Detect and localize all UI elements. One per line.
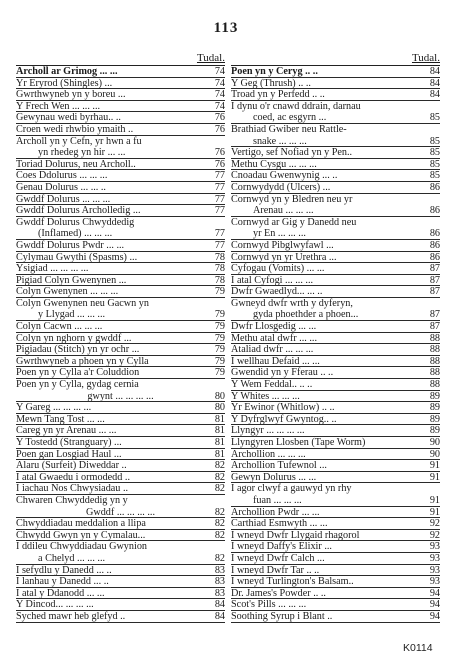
index-entry <box>231 228 440 240</box>
entry-page-number: 86 <box>429 205 440 217</box>
entry-page-number: 77 <box>214 205 225 217</box>
index-entry <box>16 356 225 368</box>
index-entry <box>231 437 440 449</box>
entry-title: I wellhau Defaid ... ... <box>231 355 320 367</box>
entry-title: Gwddf Dolurus ... ... ... <box>16 193 111 205</box>
entry-title: Llyngyr ... ... ... ... <box>231 425 305 437</box>
entry-page-number: 92 <box>429 529 440 541</box>
entry-title: Toriad Dolurus, neu Archoll.. <box>16 158 136 170</box>
index-entry <box>231 286 440 298</box>
entry-page-number: 88 <box>429 344 440 356</box>
entry-page-number: 87 <box>429 321 440 333</box>
entry-title: Llyngyren Llosben (Tape Worm) <box>231 437 366 448</box>
entry-title: Colyn Gwenynen ... ... ... <box>16 286 119 298</box>
index-entry <box>231 136 440 148</box>
index-entry <box>16 240 225 252</box>
entry-page-number: 82 <box>214 552 225 564</box>
entry-title: Colyn yn nghorn y gwddf ... <box>16 332 132 344</box>
entry-page-number: 77 <box>214 193 225 205</box>
index-entry <box>16 425 225 437</box>
index-entry <box>231 356 440 368</box>
entry-page-number: 90 <box>429 448 440 460</box>
entry-title: Poen yn y Ceryg .. .. <box>231 66 318 77</box>
index-entry <box>16 518 225 530</box>
entry-title: Poen yn y Cylla a'r Coluddion <box>16 367 140 379</box>
entry-page-number: 84 <box>429 66 440 77</box>
index-entry <box>16 507 225 519</box>
entry-title: I wneyd Dwfr Tar .. .. <box>231 564 320 576</box>
entry-title: Y Dyfrglwyf Gwyntog.. .. <box>231 413 337 425</box>
entry-page-number: 83 <box>214 564 225 576</box>
index-column-left <box>16 52 225 623</box>
entry-title: Dwfr Gwaedlyd... ... .. <box>231 286 323 298</box>
entry-title: snake ... ... ... <box>253 135 307 147</box>
entry-page-number: 91 <box>429 471 440 483</box>
index-entry <box>231 101 440 113</box>
entry-page-number: 85 <box>429 135 440 147</box>
index-entry <box>16 588 225 600</box>
entry-page-number: 81 <box>214 413 225 425</box>
index-entry <box>231 541 440 553</box>
entry-page-number: 78 <box>214 251 225 263</box>
entry-title: Carthiad Esmwyth ... ... <box>231 518 328 530</box>
entry-list-right <box>231 65 440 623</box>
entry-title: Mewn Tang Tost ... ... <box>16 413 105 425</box>
entry-title: Y Wem Feddal.. .. .. <box>231 379 313 391</box>
index-entry <box>231 182 440 194</box>
index-entry <box>16 205 225 217</box>
entry-title: Brathiad Gwiber neu Rattle- <box>231 123 347 135</box>
index-entry <box>231 588 440 600</box>
entry-title: Troad yn y Perfedd .. .. <box>231 89 325 101</box>
index-entry <box>231 460 440 472</box>
entry-title: Ataliad dwfr ... ... ... <box>231 344 314 356</box>
entry-title: a Chelyd ... ... ... <box>38 552 106 564</box>
index-entry <box>16 194 225 206</box>
entry-title: Archollion ... ... ... <box>231 448 306 460</box>
index-entry <box>16 89 225 101</box>
entry-title: Archollion Tufewnol ... <box>231 460 327 472</box>
entry-title: I wneyd Daffy's Elixir ... <box>231 541 332 553</box>
entry-page-number: 85 <box>429 170 440 182</box>
entry-page-number: 76 <box>214 147 225 159</box>
entry-page-number: 86 <box>429 239 440 251</box>
entry-title: I dynu o'r cnawd ddrain, darnau <box>231 100 361 112</box>
entry-page-number: 77 <box>214 239 225 251</box>
index-entry <box>231 553 440 565</box>
index-entry <box>16 159 225 171</box>
index-entry <box>16 136 225 148</box>
entry-title: Gwddf Dolurus Pwdr ... ... <box>16 239 125 251</box>
index-entry <box>231 66 440 78</box>
entry-title: Gewyn Dolurus ... ... <box>231 471 317 483</box>
index-entry <box>16 101 225 113</box>
entry-page-number: 74 <box>214 100 225 112</box>
index-entry <box>16 124 225 136</box>
entry-title: Pigiadau (Stitch) yn yr ochr ... <box>16 344 140 356</box>
entry-page-number: 77 <box>214 181 225 193</box>
entry-title: (Inflamed) ... ... ... <box>38 228 113 240</box>
index-entry <box>231 147 440 159</box>
entry-title: Dr. James's Powder .. .. <box>231 587 326 599</box>
entry-title: y Llygad ... ... ... <box>38 309 106 321</box>
entry-title: I atal Cyfogi ... ... ... <box>231 274 314 286</box>
entry-title: Ysigiad ... ... ... ... <box>16 263 89 275</box>
entry-page-number: 84 <box>429 77 440 89</box>
entry-page-number: 85 <box>429 147 440 159</box>
entry-page-number: 78 <box>214 263 225 275</box>
index-entry <box>16 170 225 182</box>
entry-title: Poen gan Losgiad Haul ... <box>16 448 122 460</box>
entry-title: gwynt ... ... ... ... <box>87 390 154 402</box>
entry-title: Cornwyd yn y Bledren neu yr <box>231 193 353 205</box>
entry-page-number: 91 <box>429 460 440 472</box>
index-entry <box>16 611 225 623</box>
entry-page-number: 77 <box>214 228 225 240</box>
entry-title: Yr Ewinor (Whitlow) .. .. <box>231 402 335 414</box>
entry-title: Colyn Gwenynen neu Gacwn yn <box>16 297 149 309</box>
index-entry <box>231 252 440 264</box>
index-entry <box>16 472 225 484</box>
entry-title: Cornwyd yn yr Urethra ... <box>231 251 337 263</box>
index-entry <box>231 205 440 217</box>
entry-page-number: 84 <box>214 610 225 622</box>
entry-page-number: 94 <box>429 610 440 622</box>
index-entry <box>231 159 440 171</box>
index-entry <box>16 275 225 287</box>
entry-title: Archollion Pwdr ... ... <box>231 506 320 518</box>
entry-page-number: 86 <box>429 181 440 193</box>
entry-title: I lanhau y Danedd ... .. <box>16 576 109 588</box>
entry-title: Cornwyd Pibglwyfawl ... <box>231 239 334 251</box>
entry-page-number: 93 <box>429 552 440 564</box>
entry-page-number: 86 <box>429 228 440 240</box>
entry-title: Soothing Syrup i Blant .. <box>231 610 333 622</box>
entry-title: yr En ... ... ... <box>253 228 306 240</box>
entry-title: Poen yn y Cylla, gydag cernia <box>16 379 139 391</box>
index-entry <box>231 425 440 437</box>
index-entry <box>231 170 440 182</box>
entry-title: Syched mawr heb glefyd .. <box>16 610 126 622</box>
index-entry <box>231 599 440 611</box>
index-entry <box>231 321 440 333</box>
entry-page-number: 89 <box>429 413 440 425</box>
index-entry <box>231 565 440 577</box>
entry-title: Cnoadau Gwenwynig ... .. <box>231 170 338 182</box>
entry-page-number: 79 <box>214 321 225 333</box>
entry-title: Cyfogau (Vomits) ... ... <box>231 263 325 275</box>
index-entry <box>16 344 225 356</box>
entry-page-number: 93 <box>429 541 440 553</box>
index-entry <box>16 460 225 472</box>
entry-page-number: 82 <box>214 506 225 518</box>
entry-title: Croen wedi rhwbio ymaith .. <box>16 123 134 135</box>
entry-page-number: 79 <box>214 367 225 379</box>
index-entry <box>16 147 225 159</box>
entry-title: I wneyd Turlington's Balsam.. <box>231 576 354 588</box>
entry-title: Archoll yn y Cefn, yr hwn a fu <box>16 135 142 147</box>
index-entry <box>16 483 225 495</box>
entry-title: gyda phoethder a phoen... <box>253 309 359 321</box>
entry-page-number: 91 <box>429 506 440 518</box>
entry-page-number: 87 <box>429 286 440 298</box>
entry-title: Cornwydydd (Ulcers) ... <box>231 181 331 193</box>
entry-title: Vertigo, sef Nofiad yn y Pen.. <box>231 147 353 159</box>
page-number: 113 <box>213 20 239 36</box>
entry-title: Methu atal dwfr ... ... <box>231 332 318 344</box>
index-entry <box>231 507 440 519</box>
entry-page-number: 88 <box>429 355 440 367</box>
index-entry <box>231 367 440 379</box>
index-entry <box>231 275 440 287</box>
index-entry <box>16 66 225 78</box>
entry-title: Gwddf Dolurus Archolledig ... <box>16 205 141 217</box>
index-entry <box>16 78 225 90</box>
entry-title: Chwyddiadau meddalion a llipa <box>16 518 146 530</box>
entry-page-number: 87 <box>429 263 440 275</box>
index-entry <box>231 78 440 90</box>
entry-page-number: 93 <box>429 576 440 588</box>
column-header-right: Tudal. <box>411 52 440 64</box>
entry-page-number: 76 <box>214 123 225 135</box>
index-entry <box>231 89 440 101</box>
entry-title: Alaru (Surfeit) Diweddar .. <box>16 460 127 472</box>
entry-title: I iachau Nos Chwysiadau .. <box>16 483 129 495</box>
entry-title: Gwddf ... ... ... ... <box>85 506 156 518</box>
entry-title: coed, ac esgyrn ... <box>253 112 327 124</box>
entry-page-number: 85 <box>429 158 440 170</box>
entry-title: Methu Cysgu ... ... ... <box>231 158 317 170</box>
entry-page-number: 86 <box>429 251 440 263</box>
entry-page-number: 79 <box>214 355 225 367</box>
index-entry <box>231 112 440 124</box>
index-entry <box>16 321 225 333</box>
index-entry <box>16 437 225 449</box>
entry-title: I wneyd Dwfr Llygaid rhagorol <box>231 529 360 541</box>
index-entry <box>231 472 440 484</box>
index-entry <box>16 228 225 240</box>
entry-page-number: 80 <box>214 390 225 402</box>
index-entry <box>231 217 440 229</box>
index-entry <box>16 414 225 426</box>
entry-title: Gwneyd dwfr wrth y dyferyn, <box>231 297 353 309</box>
entry-title: I atal Gwaedu i ormodedd .. <box>16 471 131 483</box>
entry-page-number: 82 <box>214 471 225 483</box>
entry-page-number: 80 <box>214 402 225 414</box>
entry-page-number: 85 <box>429 112 440 124</box>
index-entry <box>16 333 225 345</box>
index-entry <box>16 309 225 321</box>
entry-list-left <box>16 65 225 623</box>
index-entry <box>16 541 225 553</box>
index-entry <box>16 217 225 229</box>
entry-title: I atal y Ddanodd ... ... <box>16 587 105 599</box>
entry-title: Gwrthwyneb yn y boreu ... <box>16 89 126 101</box>
index-entry <box>16 576 225 588</box>
entry-page-number: 79 <box>214 344 225 356</box>
entry-page-number: 82 <box>214 529 225 541</box>
index-entry <box>231 402 440 414</box>
index-entry <box>16 391 225 403</box>
entry-page-number: 82 <box>214 483 225 495</box>
index-entry <box>231 344 440 356</box>
entry-title: Pigiad Colyn Gwenynen ... <box>16 274 127 286</box>
index-entry <box>231 263 440 275</box>
entry-page-number: 74 <box>214 77 225 89</box>
index-entry <box>16 449 225 461</box>
entry-title: Genau Dolurus ... ... .. <box>16 181 106 193</box>
index-entry <box>231 333 440 345</box>
entry-title: I agor clwyf a gauwyd yn rhy <box>231 483 352 495</box>
index-entry <box>231 483 440 495</box>
entry-page-number: 79 <box>214 332 225 344</box>
entry-page-number: 88 <box>429 332 440 344</box>
entry-title: yn rhedeg yn hir ... ... <box>38 147 126 159</box>
index-entry <box>16 495 225 507</box>
entry-page-number: 76 <box>214 158 225 170</box>
entry-page-number: 89 <box>429 390 440 402</box>
entry-title: Y Dincod... ... ... ... <box>16 599 94 611</box>
index-entry <box>16 367 225 379</box>
entry-page-number: 84 <box>214 599 225 611</box>
index-entry <box>16 553 225 565</box>
entry-page-number: 87 <box>429 309 440 321</box>
index-entry <box>231 298 440 310</box>
entry-title: Y Gareg ... ... ... ... <box>16 402 92 414</box>
entry-page-number: 77 <box>214 170 225 182</box>
index-entry <box>231 124 440 136</box>
index-entry <box>231 391 440 403</box>
entry-page-number: 81 <box>214 437 225 448</box>
index-entry <box>231 611 440 623</box>
entry-page-number: 83 <box>214 587 225 599</box>
index-entry <box>16 252 225 264</box>
entry-page-number: 87 <box>429 274 440 286</box>
entry-title: Cylymau Gwythi (Spasms) ... <box>16 251 138 263</box>
index-entry <box>16 402 225 414</box>
index-entry <box>231 449 440 461</box>
index-entry <box>16 286 225 298</box>
index-entry <box>16 263 225 275</box>
entry-title: Gwddf Dolurus Chwyddedig <box>16 216 135 228</box>
entry-title: Dwfr Llosgedig ... ... <box>231 321 317 333</box>
entry-title: Y Whites ... ... ... <box>231 390 300 402</box>
entry-title: Gwrthwyneb a phoen yn y Cylla <box>16 355 149 367</box>
corner-label: K0114 <box>403 642 433 654</box>
entry-page-number: 93 <box>429 564 440 576</box>
index-entry <box>231 414 440 426</box>
entry-title: I ddileu Chwyddiadau Gwynion <box>16 541 148 553</box>
entry-page-number: 94 <box>429 587 440 599</box>
entry-title: Gewynau wedi byrhau.. .. <box>16 112 121 124</box>
index-entry <box>16 182 225 194</box>
entry-page-number: 76 <box>214 112 225 124</box>
index-entry <box>16 565 225 577</box>
entry-title: Coes Ddolurus ... ... ... <box>16 170 108 182</box>
entry-title: Yr Eryrod (Shingles) ... <box>16 77 113 89</box>
entry-page-number: 74 <box>214 66 225 77</box>
entry-title: Arenau ... ... ... <box>253 205 314 217</box>
entry-page-number: 92 <box>429 518 440 530</box>
entry-title: Y Geg (Thrush) .. .. <box>231 77 311 89</box>
entry-page-number: 82 <box>214 460 225 472</box>
index-entry <box>231 309 440 321</box>
entry-page-number: 81 <box>214 425 225 437</box>
entry-title: Y Tostedd (Stranguary) ... <box>16 437 122 448</box>
entry-page-number: 79 <box>214 309 225 321</box>
column-header-left: Tudal. <box>196 52 225 64</box>
entry-title: I sefydlu y Danedd ... .. <box>16 564 112 576</box>
entry-page-number: 74 <box>214 89 225 101</box>
entry-page-number: 90 <box>429 437 440 448</box>
entry-page-number: 82 <box>214 518 225 530</box>
entry-title: Colyn Cacwn ... ... ... <box>16 321 103 333</box>
entry-title: fuan ... ... ... <box>253 494 302 506</box>
entry-title: Chwydd Gwyn yn y Cymalau... <box>16 529 146 541</box>
index-entry <box>231 240 440 252</box>
index-entry <box>16 112 225 124</box>
entry-page-number: 94 <box>429 599 440 611</box>
index-entry <box>16 379 225 391</box>
entry-title: Scot's Pills ... ... ... <box>231 599 307 611</box>
entry-page-number: 88 <box>429 367 440 379</box>
index-entry <box>16 298 225 310</box>
index-entry <box>231 379 440 391</box>
index-column-right <box>231 52 440 623</box>
entry-title: Chwaren Chwyddedig yn y <box>16 494 128 506</box>
entry-title: I wneyd Dwfr Calch ... <box>231 552 325 564</box>
entry-title: Careg yn yr Arenau ... ... <box>16 425 117 437</box>
index-entry <box>16 530 225 542</box>
index-entry <box>231 576 440 588</box>
entry-page-number: 83 <box>214 576 225 588</box>
entry-title: Gwendid yn y Fferau .. .. <box>231 367 334 379</box>
entry-page-number: 89 <box>429 402 440 414</box>
entry-title: Archoll ar Grimog ... ... <box>16 66 118 77</box>
entry-page-number: 91 <box>429 494 440 506</box>
entry-page-number: 84 <box>429 89 440 101</box>
index-entry <box>16 599 225 611</box>
entry-title: Cornwyd ar Gig y Danedd neu <box>231 216 357 228</box>
index-entry <box>231 518 440 530</box>
entry-page-number: 79 <box>214 286 225 298</box>
entry-title: Y Frech Wen ... ... ... <box>16 100 101 112</box>
entry-page-number: 81 <box>214 448 225 460</box>
entry-page-number: 88 <box>429 379 440 391</box>
index-entry <box>231 530 440 542</box>
entry-page-number: 78 <box>214 274 225 286</box>
index-entry <box>231 194 440 206</box>
entry-page-number: 89 <box>429 425 440 437</box>
index-entry <box>231 495 440 507</box>
